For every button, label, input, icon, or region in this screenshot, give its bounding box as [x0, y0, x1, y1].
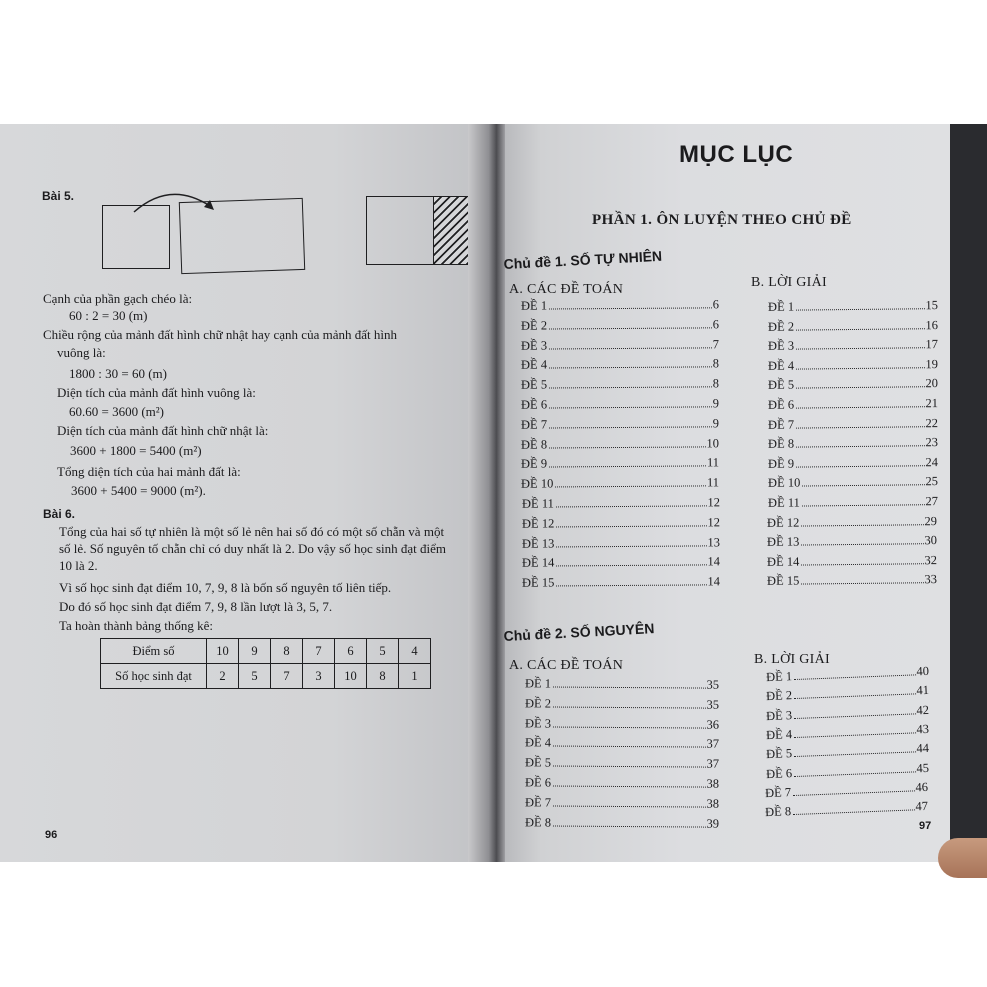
toc-entry-page: 35: [706, 677, 720, 692]
table-cell: 1: [399, 664, 431, 689]
toc-dot-leader: [553, 825, 705, 827]
toc-entry-page: 15: [925, 298, 939, 313]
toc-entry-page: 27: [924, 494, 938, 509]
toc-entry-page: 17: [925, 337, 938, 352]
toc-entry-name: ĐỀ 5: [521, 377, 548, 392]
background-right: [950, 124, 987, 862]
toc-entry-page: 35: [706, 697, 720, 712]
bai5-line: vuông là:: [57, 345, 106, 360]
toc-entry-page: 10: [706, 435, 720, 450]
section-heading: A. CÁC ĐỀ TOÁN: [509, 658, 624, 673]
toc-entry-page: 11: [707, 455, 720, 470]
toc-entry-page: 6: [712, 317, 720, 332]
bai5-line: 60 : 2 = 30 (m): [69, 308, 148, 323]
toc-dot-leader: [549, 347, 712, 349]
toc-entry-name: ĐỀ 4: [765, 727, 793, 743]
toc-dot-leader: [796, 465, 924, 467]
table-row: [101, 639, 431, 664]
toc-entry-page: 24: [925, 454, 938, 470]
toc-dot-leader: [553, 726, 705, 728]
toc-entry: [525, 696, 719, 712]
toc-entry: [521, 475, 719, 491]
table-cell: 5: [367, 639, 399, 664]
bai6-heading: Bài 6.: [43, 507, 76, 521]
toc-entry-name: ĐỀ 10: [767, 475, 800, 491]
toc-entry-name: ĐỀ 7: [524, 795, 552, 810]
bai5-line: 3600 + 1800 = 5400 (m²): [70, 443, 202, 458]
toc-entry: [768, 298, 938, 315]
toc-dot-leader: [556, 565, 706, 567]
toc-entry-page: 29: [924, 513, 938, 528]
toc-entry-name: ĐỀ 7: [521, 417, 548, 432]
bai6-line: Ta hoàn thành bảng thống kê:: [59, 618, 213, 633]
toc-entry-name: ĐỀ 8: [767, 436, 794, 452]
bai6-line: Do đó số học sinh đạt điểm 7, 9, 8 lần lượt là 3, 5, 7.: [59, 599, 333, 614]
toc-dot-leader: [553, 805, 705, 807]
rectangle-figure: [179, 198, 305, 274]
square-figure: [366, 196, 434, 265]
toc-dot-leader: [802, 583, 924, 585]
table-cell: 5: [239, 664, 271, 689]
toc-dot-leader: [553, 687, 705, 689]
toc-entry-name: ĐỀ 6: [521, 397, 548, 412]
toc-dot-leader: [549, 387, 712, 389]
statistics-table: [100, 638, 431, 689]
table-cell: 10: [207, 639, 239, 664]
toc-dot-leader: [796, 387, 924, 389]
toc-entry-name: ĐỀ 14: [521, 555, 554, 571]
toc-entry-name: ĐỀ 12: [767, 515, 800, 530]
background-bottom: [0, 862, 987, 987]
thumb: [938, 838, 987, 878]
toc-entry-name: ĐỀ 9: [521, 456, 548, 472]
toc-entry-page: 25: [924, 474, 938, 489]
toc-entry: [521, 515, 719, 531]
toc-entry-name: ĐỀ 13: [767, 534, 800, 550]
toc-title: MỤC LỤC: [679, 141, 794, 168]
chapter-title: Chủ đề 1. SỐ TỰ NHIÊN: [503, 247, 663, 272]
toc-dot-leader: [549, 446, 705, 448]
toc-entry: [525, 815, 719, 831]
toc-entry: [525, 736, 719, 752]
toc-entry-page: 41: [916, 683, 930, 698]
table-cell: 6: [335, 639, 367, 664]
section-heading: A. CÁC ĐỀ TOÁN: [509, 282, 624, 297]
toc-entry-page: 11: [707, 475, 720, 490]
toc-entry-name: ĐỀ 2: [765, 688, 793, 704]
toc-dot-leader: [796, 328, 924, 330]
toc-dot-leader: [553, 766, 705, 768]
toc-entry-name: ĐỀ 12: [521, 516, 554, 531]
bai6-line: Vì số học sinh đạt điểm 10, 7, 9, 8 là bốn số nguyên tố liên tiếp.: [59, 580, 392, 595]
table-cell: 8: [367, 664, 399, 689]
toc-dot-leader: [556, 585, 706, 587]
table-header-cell: Điểm số: [101, 639, 207, 664]
toc-entry-page: 8: [712, 356, 720, 371]
toc-entry-name: ĐỀ 1: [767, 299, 795, 314]
toc-dot-leader: [556, 525, 706, 527]
toc-entry-page: 21: [925, 396, 938, 411]
toc-dot-leader: [553, 786, 705, 788]
toc-dot-leader: [549, 307, 712, 309]
toc-entry-page: 19: [925, 356, 938, 372]
table-row: [101, 664, 431, 689]
toc-entry-page: 37: [706, 756, 720, 771]
table-cell: 3: [303, 664, 335, 689]
toc-entry: [521, 337, 719, 353]
toc-entry-page: 40: [916, 663, 930, 679]
toc-entry-page: 43: [915, 721, 929, 737]
toc-dot-leader: [794, 713, 915, 719]
toc-entry-page: 33: [924, 572, 938, 587]
toc-entry-page: 7: [712, 336, 720, 351]
toc-entry-name: ĐỀ 6: [767, 397, 794, 412]
toc-entry-page: 16: [925, 317, 939, 332]
toc-entry-name: ĐỀ 8: [765, 804, 792, 820]
toc-entry: [767, 475, 937, 492]
toc-dot-leader: [796, 347, 924, 349]
toc-entry-page: 12: [706, 515, 720, 530]
toc-entry: [768, 377, 938, 394]
section-heading: B. LỜI GIẢI: [754, 652, 831, 667]
toc-dot-leader: [794, 771, 915, 777]
table-cell: 4: [399, 639, 431, 664]
toc-dot-leader: [796, 426, 924, 428]
bai5-line: 3600 + 5400 = 9000 (m²).: [71, 483, 206, 498]
toc-entry: [521, 436, 719, 452]
toc-entry-name: ĐỀ 8: [521, 437, 548, 452]
toc-entry-name: ĐỀ 7: [767, 417, 794, 432]
bai5-heading: Bài 5.: [42, 189, 75, 203]
toc-entry-page: 36: [706, 717, 720, 732]
toc-dot-leader: [549, 426, 712, 428]
toc-entry-name: ĐỀ 4: [524, 735, 552, 750]
table-cell: 7: [303, 639, 335, 664]
toc-entry-name: ĐỀ 3: [767, 338, 795, 354]
toc-dot-leader: [549, 466, 706, 468]
toc-entry: [768, 435, 938, 452]
background-top: [0, 0, 987, 124]
toc-entry-name: ĐỀ 4: [767, 358, 794, 373]
bai6-line: số lẻ. Số nguyên tố chẵn chỉ có duy nhất là 2. Do vậy số học sinh đạt điểm: [59, 541, 447, 556]
toc-dot-leader: [794, 694, 915, 700]
toc-entry-page: 23: [925, 435, 938, 450]
toc-entry-name: ĐỀ 11: [767, 495, 800, 510]
bai6-line: 10 là 2.: [59, 558, 98, 573]
toc-entry-name: ĐỀ 14: [767, 554, 800, 569]
toc-entry-name: ĐỀ 2: [520, 318, 548, 333]
toc-entry: [768, 416, 938, 433]
toc-entry-name: ĐỀ 3: [765, 707, 793, 723]
toc-entry-name: ĐỀ 9: [767, 456, 794, 471]
table-header-cell: Số học sinh đạt: [101, 664, 207, 689]
toc-entry: [522, 555, 720, 571]
toc-entry-name: ĐỀ 6: [524, 775, 552, 790]
toc-entry: [525, 795, 719, 811]
toc-entry-page: 9: [712, 396, 720, 411]
toc-entry: [521, 317, 719, 333]
toc-entry-page: 39: [706, 816, 720, 831]
toc-entry-name: ĐỀ 6: [765, 765, 792, 781]
toc-entry: [521, 357, 719, 373]
toc-entry: [768, 455, 938, 472]
toc-entry: [767, 573, 937, 590]
toc-entry-page: 47: [915, 798, 929, 814]
toc-dot-leader: [796, 308, 924, 310]
bai5-line: Cạnh của phần gạch chéo là:: [43, 291, 193, 306]
toc-entry: [521, 297, 719, 313]
toc-entry-page: 20: [925, 376, 938, 391]
toc-entry-page: 37: [706, 736, 720, 752]
toc-entry-page: 8: [712, 376, 720, 391]
toc-entry-name: ĐỀ 1: [765, 669, 793, 685]
toc-entry: [768, 318, 938, 335]
toc-entry-page: 12: [706, 495, 720, 510]
toc-dot-leader: [796, 367, 924, 369]
bai5-line: Diện tích của mảnh đất hình chữ nhật là:: [57, 423, 269, 438]
toc-entry-name: ĐỀ 8: [524, 814, 552, 830]
toc-entry-page: 13: [707, 534, 720, 549]
toc-entry-name: ĐỀ 5: [767, 378, 794, 393]
toc-dot-leader: [549, 327, 712, 329]
toc-dot-leader: [555, 505, 706, 507]
table-cell: 10: [335, 664, 367, 689]
toc-entry: [521, 416, 719, 432]
toc-dot-leader: [793, 809, 914, 815]
toc-entry-name: ĐỀ 3: [521, 338, 548, 353]
toc-entry: [767, 514, 937, 531]
toc-entry: [522, 535, 720, 551]
toc-entry-name: ĐỀ 7: [765, 784, 792, 800]
toc-dot-leader: [553, 746, 705, 748]
toc-dot-leader: [796, 406, 924, 408]
toc-entry-name: ĐỀ 13: [521, 536, 554, 551]
bai5-line: 60.60 = 3600 (m²): [69, 404, 164, 419]
toc-entry-page: 22: [925, 415, 938, 430]
toc-dot-leader: [802, 524, 924, 526]
toc-entry: [768, 337, 938, 354]
toc-entry-page: 38: [706, 796, 720, 811]
toc-dot-leader: [794, 790, 915, 796]
section-heading: B. LỜI GIẢI: [751, 275, 828, 290]
toc-dot-leader: [794, 752, 915, 758]
bai5-line: Chiều rộng của mảnh đất hình chữ nhật hay cạnh của mảnh đất hình: [43, 327, 397, 342]
toc-entry-name: ĐỀ 5: [524, 755, 552, 770]
toc-dot-leader: [796, 445, 924, 447]
toc-entry: [768, 396, 938, 413]
toc-dot-leader: [802, 485, 924, 487]
toc-entry: [768, 357, 938, 374]
table-cell: 8: [271, 639, 303, 664]
toc-entry-page: 30: [924, 533, 938, 548]
toc-entry-page: 9: [712, 416, 720, 431]
toc-entry-name: ĐỀ 2: [524, 696, 552, 711]
toc-entry: [521, 495, 719, 511]
toc-entry: [525, 775, 719, 791]
hatched-strip-figure: [433, 196, 469, 265]
toc-entry-name: ĐỀ 5: [765, 746, 792, 762]
toc-entry: [767, 494, 937, 511]
toc-entry-page: 46: [915, 779, 929, 795]
toc-dot-leader: [801, 504, 924, 506]
toc-entry: [767, 553, 937, 570]
bai5-line: 1800 : 30 = 60 (m): [69, 366, 167, 381]
toc-dot-leader: [549, 367, 712, 369]
toc-entry-name: ĐỀ 3: [524, 715, 552, 731]
toc-entry-name: ĐỀ 15: [521, 575, 555, 590]
toc-entry-page: 14: [707, 554, 720, 569]
small-square-figure: [102, 205, 170, 269]
toc-entry-name: ĐỀ 11: [521, 496, 554, 511]
table-cell: 2: [207, 664, 239, 689]
toc-entry: [521, 376, 719, 392]
toc-dot-leader: [802, 563, 924, 565]
toc-entry-page: 14: [707, 574, 720, 589]
table-cell: 7: [271, 664, 303, 689]
toc-dot-leader: [794, 674, 915, 680]
toc-entry-name: ĐỀ 15: [767, 573, 800, 589]
toc-dot-leader: [553, 706, 705, 708]
page-number-left: 96: [45, 829, 58, 841]
bai5-line: Diện tích của mảnh đất hình vuông là:: [57, 385, 256, 400]
toc-entry-page: 32: [924, 552, 938, 568]
toc-entry-page: 38: [706, 776, 720, 791]
toc-entry-page: 6: [712, 297, 720, 312]
toc-entry-page: 45: [915, 760, 929, 775]
toc-dot-leader: [802, 543, 924, 545]
toc-entry: [522, 574, 720, 590]
toc-entry-name: ĐỀ 2: [767, 319, 795, 334]
part-title: PHẦN 1. ÔN LUYỆN THEO CHỦ ĐỀ: [592, 212, 852, 228]
bai5-line: Tổng diện tích của hai mảnh đất là:: [57, 464, 241, 479]
toc-entry-name: ĐỀ 4: [521, 357, 548, 373]
toc-entry: [525, 756, 719, 772]
toc-entry-page: 44: [915, 741, 929, 756]
toc-entry-name: ĐỀ 1: [524, 676, 552, 691]
toc-entry: [525, 716, 719, 732]
toc-dot-leader: [549, 406, 712, 408]
toc-entry: [525, 676, 719, 692]
toc-entry: [521, 396, 719, 412]
toc-entry: [767, 533, 937, 550]
toc-dot-leader: [794, 732, 915, 738]
toc-entry-page: 42: [915, 702, 929, 717]
toc-entry: [521, 456, 719, 472]
toc-entry-name: ĐỀ 10: [521, 476, 554, 491]
toc-dot-leader: [556, 486, 707, 488]
toc-entry-name: ĐỀ 1: [520, 298, 548, 313]
chapter-title: Chủ đề 2. SỐ NGUYÊN: [503, 620, 655, 644]
bai6-line: Tổng của hai số tự nhiên là một số lẻ nên hai số đó có một số chẵn và một: [59, 524, 445, 539]
table-cell: 9: [239, 639, 271, 664]
page-number-right: 97: [919, 820, 932, 832]
toc-dot-leader: [556, 545, 706, 547]
